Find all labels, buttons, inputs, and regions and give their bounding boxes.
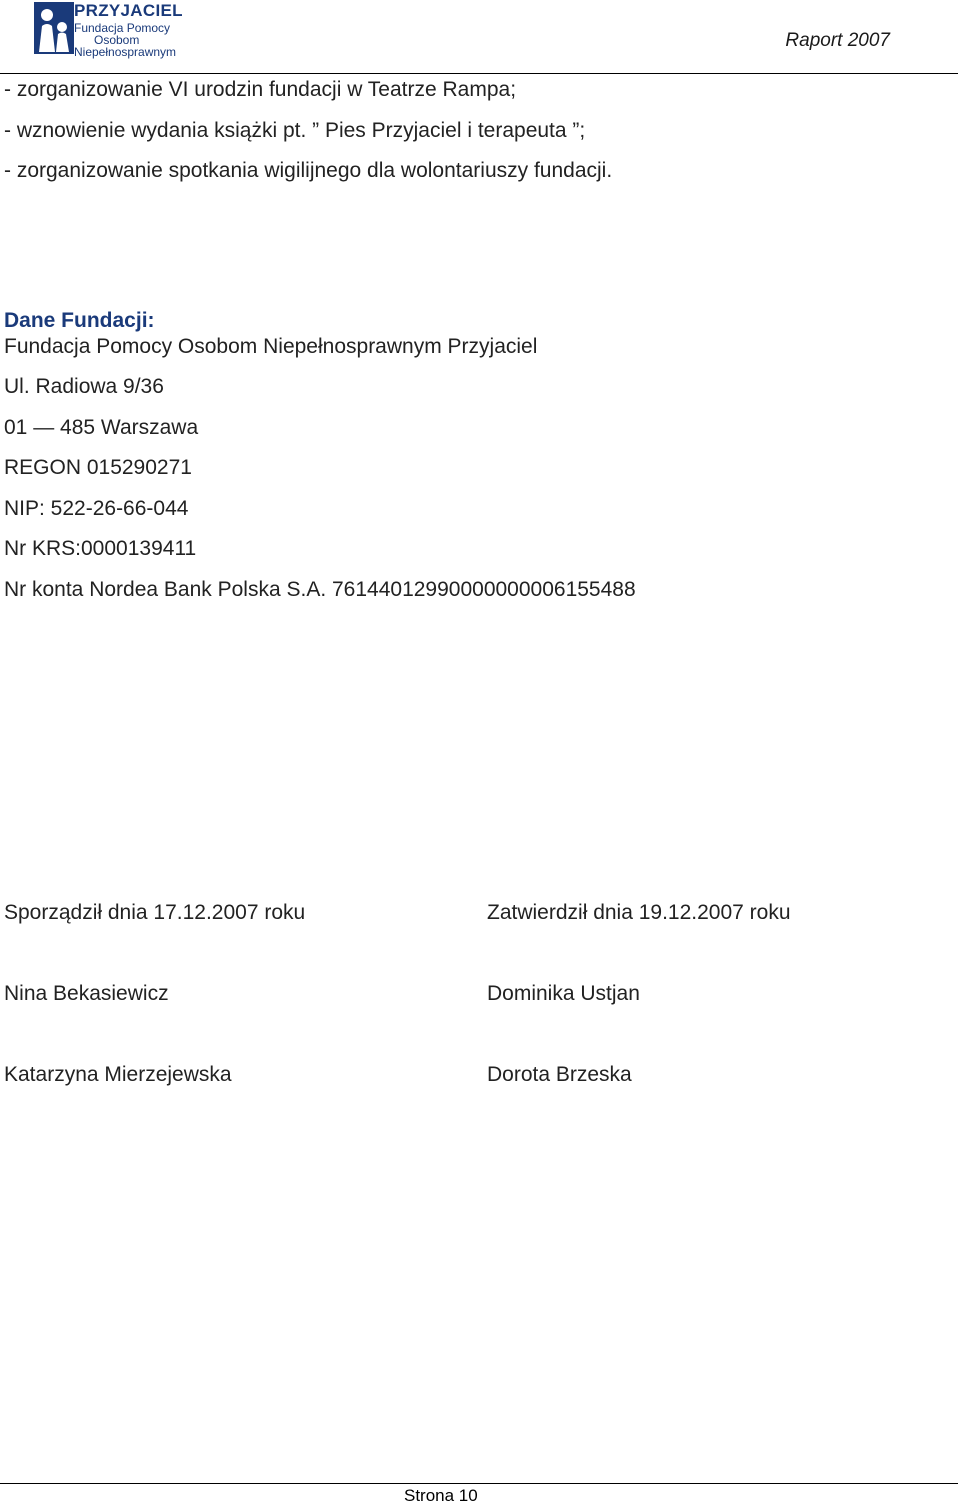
foundation-street: Ul. Radiowa 9/36 [4, 375, 164, 398]
prepared-by-name: Nina Bekasiewicz [4, 982, 169, 1005]
approved-by-name: Dorota Brzeska [487, 1063, 632, 1086]
logo-line-4: Niepełnosprawnym [74, 45, 177, 59]
logo-line-3: Osobom [94, 33, 140, 47]
header-divider [0, 73, 958, 74]
foundation-logo [34, 1, 184, 59]
logo-people-icon [34, 2, 74, 54]
footer-divider [0, 1483, 958, 1484]
foundation-name: Fundacja Pomocy Osobom Niepełnosprawnym Przyjaciel [4, 335, 538, 358]
report-label: Raport 2007 [785, 30, 890, 51]
page-number: Strona 10 [404, 1486, 478, 1505]
foundation-city: 01 — 485 Warszawa [4, 416, 199, 439]
logo-title: PRZYJACIEL [74, 1, 183, 20]
logo-line-2: Fundacja Pomocy [74, 21, 171, 35]
activity-item: - wznowienie wydania książki pt. ” Pies Przyjaciel i terapeuta ”; [4, 119, 586, 142]
foundation-krs: Nr KRS:0000139411 [4, 537, 197, 560]
prepared-by-name: Katarzyna Mierzejewska [4, 1063, 232, 1086]
foundation-heading: Dane Fundacji: [4, 309, 155, 332]
foundation-account: Nr konta Nordea Bank Polska S.A. 76144012990000000006155488 [4, 578, 636, 601]
activity-item: - zorganizowanie spotkania wigilijnego dla wolontariuszy fundacji. [4, 159, 613, 182]
approved-by-name: Dominika Ustjan [487, 982, 640, 1005]
foundation-regon: REGON 015290271 [4, 456, 192, 479]
prepared-date: Sporządził dnia 17.12.2007 roku [4, 901, 306, 924]
foundation-nip: NIP: 522-26-66-044 [4, 497, 189, 520]
approved-date: Zatwierdził dnia 19.12.2007 roku [487, 901, 791, 924]
activity-item: - zorganizowanie VI urodzin fundacji w Teatrze Rampa; [4, 78, 517, 101]
